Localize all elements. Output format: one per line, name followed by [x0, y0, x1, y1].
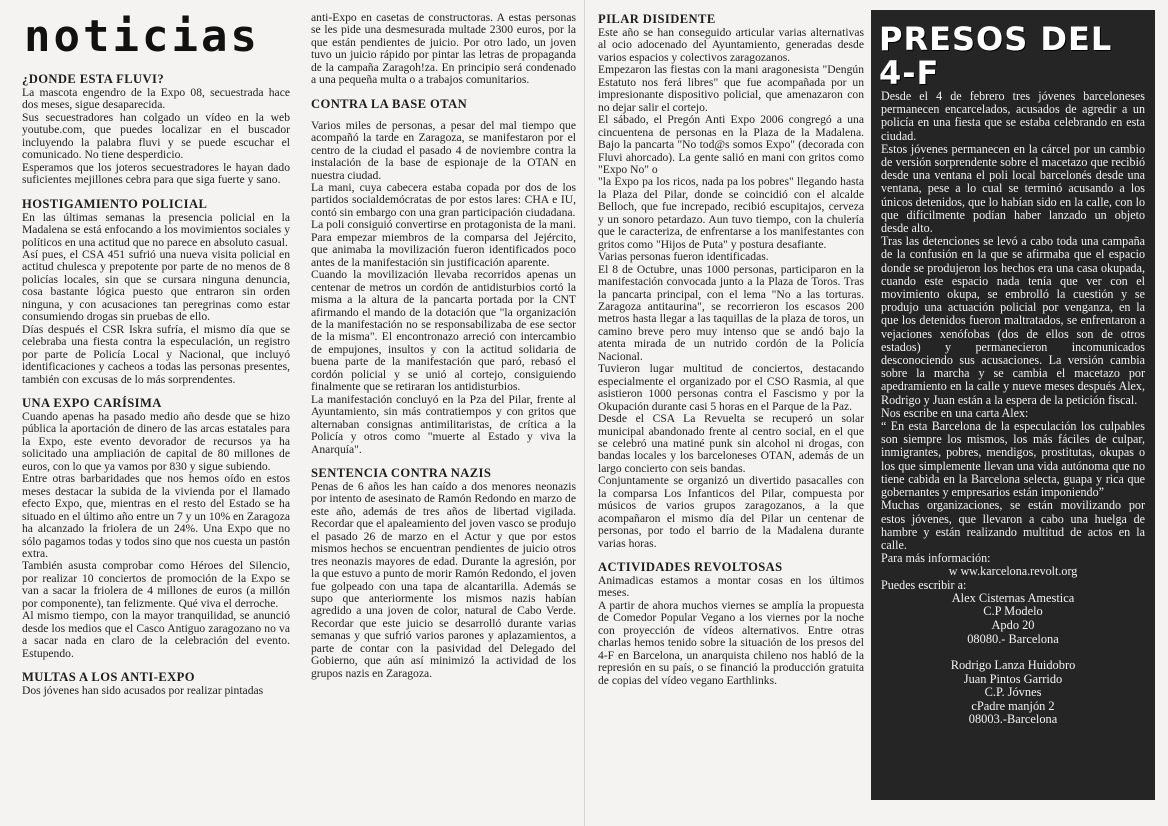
- paragraph: La manifestación concluyó en la Pza del Pilar, frente al Ayuntamiento, sin más contratiempos y con gritos que alternaban consignas antimilitaristas, de crítica a la Policía y otros como "muerte al Estado y viva la Anarquía".: [311, 392, 576, 456]
- paragraph: La mascota engendro de la Expo 08, secuestrada hace dos meses, sigue desaparecida.: [22, 86, 290, 112]
- section-actividades-revoltosas: [598, 560, 864, 687]
- quote: “ En esta Barcelona de la especulación los culpables son siempre los mismos, los más fáciles de culpar, inmigrantes, pobres, mendigos, prostitutas, okupas o los que simplemente llevan una vida autónoma que no tiene cabida en la Barcelona selecta, guapa y rica que gobernantes y empresarios están imponiendo”: [881, 419, 1145, 500]
- address-block-1: [881, 592, 1145, 646]
- paragraph: La mani, cuya cabecera estaba copada por dos de los partidos socialdemócratas de por estos lares: CHA e IU, contó sin embargo con una gran participación ciudadana.: [311, 180, 576, 219]
- address-line: Apdo 20: [991, 617, 1035, 632]
- paragraph: "la Expo pa los ricos, nada pa los pobres" llegando hasta la Plaza del Pilar, donde se coincidió con el alcalde Belloch, que fue increpado, recibió escupitajos, cerveza y un sonoro petardazo. Aun tuvo tiempo, con la chulería que le caracteriza, de enfrentarse a los manifestantes con gritos como "Hijos de Puta" y postura desafiante.: [598, 175, 864, 251]
- paragraph: Conjuntamente se organizó un divertido pasacalles con la comparsa Los Infanticos del Pilar, compuesta por músicos de varios grupos zaragozanos, a la que acompañaron el mismo día del Pilar un centenar de personas, por todo el barrio de la Madalena durante varias horas.: [598, 474, 864, 550]
- paragraph: Penas de 6 años les han caído a dos menores neonazis por intento de asesinato de Ramón Redondo en marzo de este año, además de tres años de libertad vigilada. Recordar que el apaleamiento del joven vasco se produjo el pasado 26 de marzo en el Actur y que por estos mismos hechos se encuentran pendientes de juicio otros tres neonazis mayores de edad. Durante la agresión, por la que estuvo a punto de morir Ramón Redondo, el joven fue golpeado con una tapa de alcantarilla. Además se supo que anteriormente los mismos nazis habían agredido a una joven de color, natural de Cabo Verde. Recordar que este juicio se desarrolló durante varias semanas y que sufrió varios parones y aplazamientos, a parte de contar con la pasividad del Delegado del Gobierno, que aún así minimizó la actividad de los grupos nazis en Zaragoza.: [311, 479, 576, 680]
- paragraph: Dos jóvenes han sido acusados por realizar pintadas: [22, 684, 264, 698]
- section-title: ¿DONDE ESTA FLUVI?: [22, 72, 165, 86]
- address-line: 08003.-Barcelona: [968, 712, 1058, 727]
- paragraph: anti-Expo en casetas de constructoras. A estas personas se les pide una desmesurada multade 2300 euros, por la que están pendientes de juicio. Por otro lado, un joven tuvo un juicio rápido por pintar las letras de propaganda de la campaña Zaragoh!za. En principio será condenado a una pequeña multa o a trabajos comunitarios.: [311, 12, 576, 87]
- presos-body: [871, 90, 1155, 727]
- paragraph: Animadicas estamos a montar cosas en los últimos meses.: [598, 574, 864, 600]
- address-line: cPadre manjón 2: [971, 698, 1055, 713]
- presos-title: PRESOS DEL 4-F: [879, 20, 1113, 92]
- section-title: UNA EXPO CARÍSIMA: [22, 395, 162, 410]
- section-multas: [22, 670, 290, 697]
- paragraph: A partir de ahora muchos viernes se amplía la propuesta de Comedor Popular Vegano a los viernes por la noche con proyección de vídeos alternativos. Entre otras charlas hemos tenido sobre la situación de los presos del 4-F en Barcelona, un anarquista chileno nos habló de la represión en su país, o se financió la producción gratuita de copias del vídeo vegano Earthlinks.: [598, 598, 864, 687]
- paragraph: Sus secuestradores han colgado un vídeo en la web youtube.com, que puedes localizar en el buscador incluyendo la palabra fluvi y se puede escuchar el comunicado. No tiene desperdicio.: [22, 110, 290, 162]
- paragraph: Estos jóvenes permanecen en la cárcel por un cambio de versión sorprendente sobre el macetazo que recibió desde una ventana el poli local barcelonés desde una ventana, pese a lo cual se terminó acusando a los únicos detenidos, que lo habían sido en la calle, con lo que difícilmente podían haber lanzado un objeto desde alto.: [881, 141, 1145, 236]
- paragraph: Cuando apenas ha pasado medio año desde que se hizo pública la aportación de dinero de las arcas estatales para la Expo, este evento devorador de recursos ya ha solicitado una ampliación de capital de 80 millones de euros, con lo que ya vamos por 830 y sigue subiendo.: [22, 409, 290, 473]
- section-base-otan: [311, 97, 576, 456]
- column-2: [311, 12, 576, 826]
- address-line: C.P. Jóvnes: [984, 685, 1042, 700]
- paragraph: Cuando la movilización llevaba recorridos apenas un centenar de metros un cordón de antidisturbios cortó la misma a la altura de la pancarta portada por la CNT afirmando el mando de la dotación que "la organización de la manifestación no se responsabilizaba de ese sector de la misma". El encontronazo arreció con intercambio de empujones, insultos y con la actitud solidaria de buena parte de la manifestación que paró, rebasó el cordón policial y se unió al cortejo, consiguiendo finalmente que se retiraran los antidisturbios.: [311, 268, 576, 394]
- paragraph: Empezaron las fiestas con la mani aragonesista "Dengún Estatuto nos ferá libres" que fue acompañada por un impresionante dispositivo policial, que amenazaron con no dejar salir el cortejo.: [598, 63, 864, 114]
- paragraph: Muchas organizaciones, se están movilizando por estos jóvenes, que llevaron a cabo una huelga de hambre y están realizando multitud de actos en la calle.: [881, 498, 1145, 552]
- paragraph: Esperamos que los joteros secuestradores le hayan dado suficientes mejillones cebra para que siga fuerte y sano.: [22, 160, 290, 187]
- paragraph: Varias personas fueron identificadas.: [598, 250, 769, 264]
- section-donde-esta-fluvi: [22, 72, 290, 187]
- page-fold: [584, 0, 585, 826]
- paragraph: Tras las detenciones se levó a cabo toda una campaña de la confusión en la que se afirmaba que el espacio donde se produjeron los hechos era una casa okupada, cuando este espacio nada tenía que ver con el movimiento okupa, se embrolló la cuestión y se produjo una actuación policial por venganza, en la que los detenidos fueron maltratados, se enfrentaron a vejaciones xenófobas (dos de ellos son de otros estados) y permanecieron incomunicados desconociendo sus acusaciones. La versión cambia sobre la marcha y se cambia el macetazo por apedramiento en la calle y nueve meses después Alex, Rodrigo y Juan están a la espera de la petición fiscal.: [881, 234, 1145, 407]
- section-title: ACTIVIDADES REVOLTOSAS: [598, 560, 783, 575]
- address-block-2: [881, 659, 1145, 727]
- column-3: [598, 12, 864, 826]
- section-hostigamiento: [22, 197, 290, 386]
- section-title: HOSTIGAMIENTO POLICIAL: [22, 196, 208, 211]
- paragraph: El 8 de Octubre, unas 1000 personas, participaron en la manifestación convocada junto a la Plaza de Toros. Tras la pancarta principal, con el lema "No a las torturas. Zaragoza antitaurina", se recorrieron los escasos 200 metros hasta llegar a las taquillas de la plaza de toros, un camino breve pero muy intenso que se andó bajo la atenta mirada de un nutrido cordón de la Policía Nacional.: [598, 262, 864, 363]
- paragraph: Este año se han conseguido articular varias alternativas al ocio adocenado del Ayuntamiento, generadas desde varios espacios y colectivos zaragozanos.: [598, 26, 864, 64]
- paragraph: La poli consiguió convertirse en protagonista de la mani. Para empezar miembros de la comparsa del Jejército, que animaba la movilización fueron identificados poco antes de la manifestación sin justificación aparente.: [311, 218, 576, 269]
- paragraph: Puedes escribir a:: [881, 577, 967, 592]
- paragraph: Días después el CSR Iskra sufría, el mismo día que se celebraba una fiesta contra la especulación, un registro por parte de Policía Local y Nacional, que incluyó identificaciones y cacheos a todas las personas presentes, también con excusas de lo más sorprendentes.: [22, 322, 290, 386]
- paragraph: Así pues, el CSA 451 sufrió una nueva visita policial en actitud chulesca y prepotente por parte de no menos de 8 policías locales, sin que se cursara ninguna denuncia, cosa bastante lógica puesto que entraron sin orden ninguna, y con acusaciones tan peregrinas como estar consumiendo drogas sin pruebas de ello.: [22, 247, 290, 324]
- website-link[interactable]: w ww.karcelona.revolt.org: [948, 564, 1078, 579]
- paragraph: El sábado, el Pregón Anti Expo 2006 congregó a una cincuentena de personas en la Plaza de la Madalena. Bajo la pancarta "No tod@s somos Expo" (decorada con Fluvi ahorcado). La gente salió en mani con gritos como "Expo No" o: [598, 113, 864, 176]
- paragraph: Varios miles de personas, a pesar del mal tiempo que acompañó la tarde en Zaragoza, se manifestaron por el centro de la ciudad el pasado 4 de noviembre contra la instalación de la base de espionaje de la OTAN en nuestra ciudad.: [311, 118, 576, 182]
- paragraph: Al mismo tiempo, con la mayor tranquilidad, se anunció desde los medios que el Casco Antiguo zaragozano no va a sacar nada en claro de la celebración del evento. Estupendo.: [22, 609, 290, 660]
- paragraph: En las últimas semanas la presencia policial en la Madalena se está enfocando a los movimientos sociales y políticos en una actitud que no parece en absoluto casual.: [22, 210, 290, 249]
- paragraph: Para más información:: [881, 551, 991, 566]
- paragraph: También asusta comprobar como Héroes del Silencio, por realizar 10 conciertos de promoción de la Expo se van a sacar la friolera de 4 millones de euros (a millón por componente), tan felizmente. Qué viva el derroche.: [22, 559, 290, 610]
- logo-text: noticias: [24, 11, 260, 62]
- column-1: [22, 0, 290, 826]
- address-line: Alex Cisternas Amestica: [951, 590, 1075, 605]
- section-expo-carisima: [22, 396, 290, 660]
- paragraph: Entre otras barbaridades que nos hemos oído en estos meses destacar la subida de la vivienda por el llamado efecto Expo, que, mientras en el resto del Estado se ha situado en el último año entre un 7 y un 10% en Zaragoza ha alcanzado la friolera de un 24%. Una Expo que no sólo pagamos todas y todos sino que nos cuesta un pastón extra.: [22, 472, 290, 560]
- address-line: C.P Modelo: [983, 604, 1043, 619]
- section-title: MULTAS A LOS ANTI-EXPO: [22, 670, 195, 685]
- section-title: CONTRA LA BASE OTAN: [311, 96, 468, 111]
- section-title: PILAR DISIDENTE: [598, 12, 716, 26]
- address-line: Juan Pintos Garrido: [963, 671, 1063, 686]
- paragraph: Desde el 4 de febrero tres jóvenes barceloneses permanecen encarcelados, acusados de agredir a un policía en una fiesta que se estaba celebrando en esta ciudad.: [881, 89, 1145, 143]
- noticias-logo: [24, 11, 290, 62]
- address-line: Rodrigo Lanza Huidobro: [950, 658, 1076, 673]
- section-sentencia-nazis: [311, 466, 576, 680]
- address-line: 08080.- Barcelona: [967, 631, 1059, 646]
- presos-box: [871, 10, 1155, 800]
- section-pilar-disidente: [598, 12, 864, 550]
- paragraph: Nos escribe en una carta Alex:: [881, 405, 1029, 420]
- section-title: SENTENCIA CONTRA NAZIS: [311, 465, 492, 480]
- paragraph: Desde el CSA La Revuelta se recuperó un solar municipal abandonado frente al centro social, en el que se celebró una matiné punk sin alcohol ni drogas, con bandas locales y los barceloneses OTAN, además de un largo concierto con seis bandas.: [598, 412, 864, 475]
- paragraph: Tuvieron lugar multitud de conciertos, destacando especialmente el organizado por el CSO Rasmia, al que asistieron 1000 personas contra el Fascismo y por la Okupación durante casi 5 horas en el Parque de la Paz.: [598, 362, 864, 413]
